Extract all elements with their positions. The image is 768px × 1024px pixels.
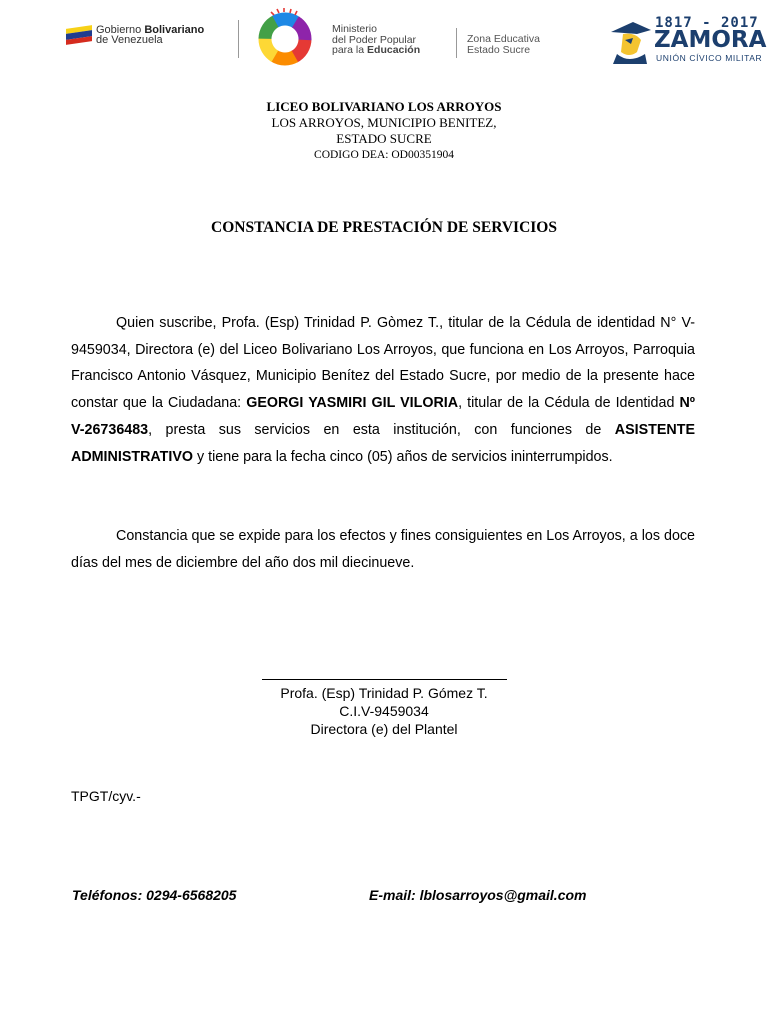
signer-role: Directora (e) del Plantel bbox=[310, 721, 458, 737]
gobierno-word: Gobierno bbox=[96, 24, 142, 36]
body-text: Quien suscribe, Profa. (Esp) Trinidad P. Gòmez T., titular de la Cédula de identidad N° V-9459034, Directora (e) del Liceo Bolivariano Los Arroyos, que funciona en Los Arroyos, Parroquia Francisco Antonio Vásquez, Municipio Benítez del Estado Sucre, por medio de la presente hace constar que la Ciudadana: bbox=[71, 315, 695, 412]
zamora-figure-icon bbox=[607, 18, 653, 64]
de-venezuela-text: de Venezuela bbox=[96, 34, 163, 46]
school-address-line-2: ESTADO SUCRE bbox=[336, 131, 432, 146]
body-text: , presta sus servicios en esta institución, con funciones de bbox=[148, 421, 615, 438]
signature-block bbox=[0, 666, 768, 738]
educacion-word: Educación bbox=[367, 44, 421, 56]
ministerio-text bbox=[332, 24, 420, 56]
body-text: , titular de la Cédula de Identidad bbox=[458, 395, 680, 412]
body-paragraph-1 bbox=[71, 310, 695, 470]
school-address-line-1: LOS ARROYOS, MUNICIPIO BENITEZ, bbox=[271, 115, 497, 130]
closing-text: Constancia que se expide para los efectos y fines consiguientes en Los Arroyos, a los doce días del mes de diciembre del año dos mil diecinueve. bbox=[71, 528, 695, 571]
reference-initials: TPGT/cyv.- bbox=[71, 788, 141, 804]
zona-educativa-text bbox=[467, 34, 540, 56]
ministerio-line-2: del Poder Popular bbox=[332, 33, 417, 46]
ministerio-line-3: para la bbox=[332, 44, 365, 56]
signature-line bbox=[262, 669, 507, 680]
citizen-name: GEORGI YASMIRI GIL VILORIA bbox=[246, 395, 459, 412]
school-dea-code: CODIGO DEA: OD00351904 bbox=[314, 149, 454, 161]
gobierno-text bbox=[96, 25, 204, 45]
gobierno-bolivariano-logo bbox=[66, 22, 236, 50]
school-name: LICEO BOLIVARIANO LOS ARROYOS bbox=[266, 99, 502, 114]
citizen-position: ASISTENTE ADMINISTRATIVO bbox=[71, 421, 695, 465]
ministerio-ring-logo-icon bbox=[245, 7, 325, 67]
zamora-logo bbox=[607, 14, 768, 66]
ministerio-line-1: Ministerio bbox=[332, 23, 377, 35]
zamora-subtitle: UNIÓN CÍVICO MILITAR bbox=[656, 53, 763, 63]
footer-phone: Teléfonos: 0294-6568205 bbox=[72, 887, 237, 903]
body-paragraph-2 bbox=[71, 523, 695, 576]
header-divider-2 bbox=[456, 28, 457, 58]
zamora-word: ZAMORA bbox=[654, 27, 767, 53]
footer-email: E-mail: lblosarroyos@gmail.com bbox=[369, 887, 587, 903]
header-divider bbox=[238, 20, 239, 58]
zona-line-1: Zona Educativa bbox=[467, 33, 540, 45]
school-info bbox=[0, 99, 768, 163]
citizen-id: Nº V-26736483 bbox=[71, 395, 695, 438]
letterhead bbox=[0, 0, 768, 80]
signer-name: Profa. (Esp) Trinidad P. Gómez T. bbox=[280, 685, 488, 701]
zona-line-2: Estado Sucre bbox=[467, 44, 531, 56]
bolivariano-word: Bolivariano bbox=[144, 24, 205, 36]
zamora-years: 1817 - 2017 bbox=[655, 15, 759, 31]
signer-id: C.I.V-9459034 bbox=[339, 703, 429, 719]
document-title: CONSTANCIA DE PRESTACIÓN DE SERVICIOS bbox=[211, 219, 557, 236]
body-text: y tiene para la fecha cinco (05) años de servicios ininterrumpidos. bbox=[193, 448, 613, 465]
venezuela-flag-icon bbox=[66, 25, 92, 45]
